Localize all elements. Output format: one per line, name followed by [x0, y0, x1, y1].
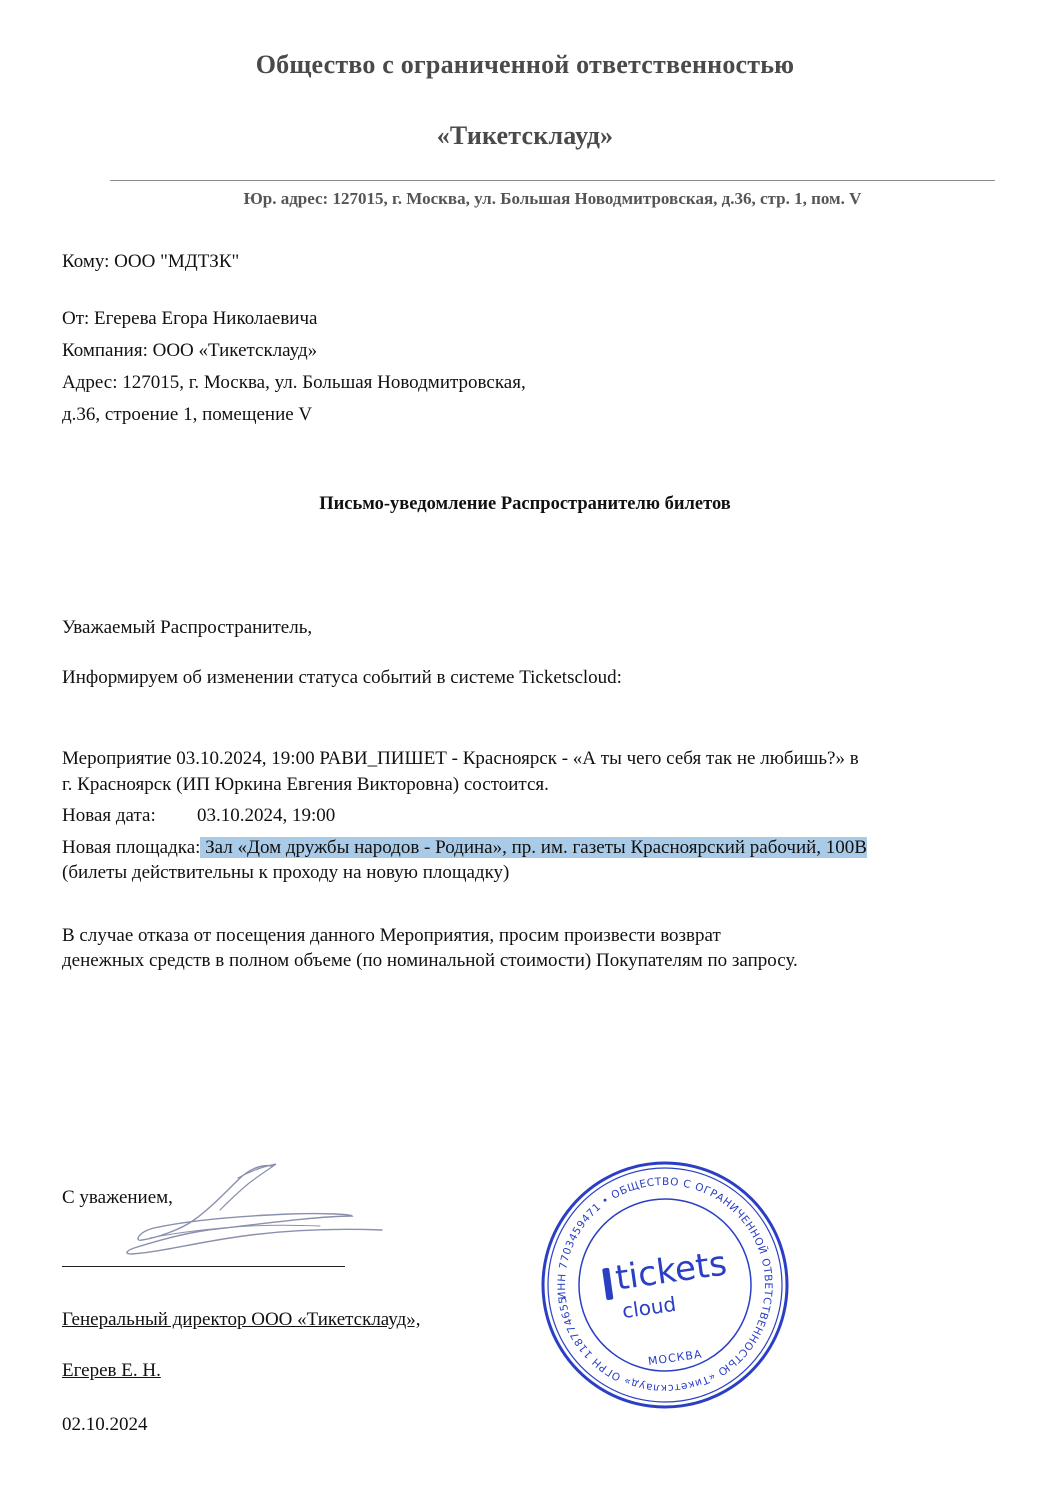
- recipient: Кому: ООО "МДТЗК": [62, 251, 240, 272]
- sender-address-line2: д.36, строение 1, помещение V: [62, 404, 313, 425]
- letter-date: 02.10.2024: [62, 1414, 148, 1435]
- greeting: Уважаемый Распространитель,: [62, 617, 313, 638]
- new-venue-label: Новая площадка:: [62, 837, 201, 858]
- new-date-value: 03.10.2024, 19:00: [197, 805, 336, 826]
- sender-address-line1: Адрес: 127015, г. Москва, ул. Большая Новодмитровская,: [62, 372, 526, 393]
- header-divider: [110, 180, 995, 181]
- signature-line: [62, 1266, 345, 1267]
- legal-address: Юр. адрес: 127015, г. Москва, ул. Большая Новодмитровская, д.36, стр. 1, пом. V: [243, 189, 862, 208]
- stamp-ring-text: ИНН 7703459471 • ОБЩЕСТВО С ОГРАНИЧЕННОЙ ОТВЕТСТВЕННОСТЬЮ «Тикетсклауд» ОГРН 1187746556860: [555, 1175, 775, 1395]
- stamp-logo-word2: cloud: [620, 1291, 678, 1324]
- sender-company: Компания: ООО «Тикетсклауд»: [62, 340, 318, 361]
- intro-text: Информируем об изменении статуса событий в системе Ticketscloud:: [62, 667, 622, 688]
- new-venue-row: [62, 834, 867, 861]
- stamp-logo-word1: tickets: [612, 1243, 730, 1299]
- company-stamp: [535, 1155, 795, 1415]
- sender-from: От: Егерева Егора Николаевича: [62, 308, 318, 329]
- stamp-city: МОСКВА: [647, 1347, 704, 1369]
- event-line1: Мероприятие 03.10.2024, 19:00 РАВИ_ПИШЕТ - Красноярск - «А ты чего себя так не любишь?» в: [62, 748, 859, 769]
- new-date-label: Новая дата:: [62, 805, 156, 826]
- refund-line1: В случае отказа от посещения данного Мероприятия, просим произвести возврат: [62, 925, 721, 946]
- refund-line2: денежных средств в полном объеме (по номинальной стоимости) Покупателям по запросу.: [62, 950, 798, 971]
- company-name-line2: «Тикетсклауд»: [436, 121, 614, 150]
- company-name-line1: Общество с ограниченной ответственностью: [255, 50, 795, 79]
- stamp-logo-bar-icon: [602, 1268, 613, 1301]
- regards: С уважением,: [62, 1187, 173, 1208]
- letter-title: Письмо-уведомление Распространителю билетов: [319, 494, 731, 514]
- venue-note: (билеты действительны к проходу на новую площадку): [62, 862, 510, 883]
- signer-position: Генеральный директор ООО «Тикетсклауд»,: [62, 1309, 421, 1330]
- new-venue-value: Зал «Дом дружбы народов - Родина», пр. им. газеты Красноярский рабочий, 100В: [200, 837, 867, 858]
- signature: [120, 1158, 400, 1268]
- event-line2: г. Красноярск (ИП Юркина Евгения Викторовна) состоится.: [62, 774, 549, 795]
- signer-name: Егерев Е. Н.: [62, 1360, 161, 1381]
